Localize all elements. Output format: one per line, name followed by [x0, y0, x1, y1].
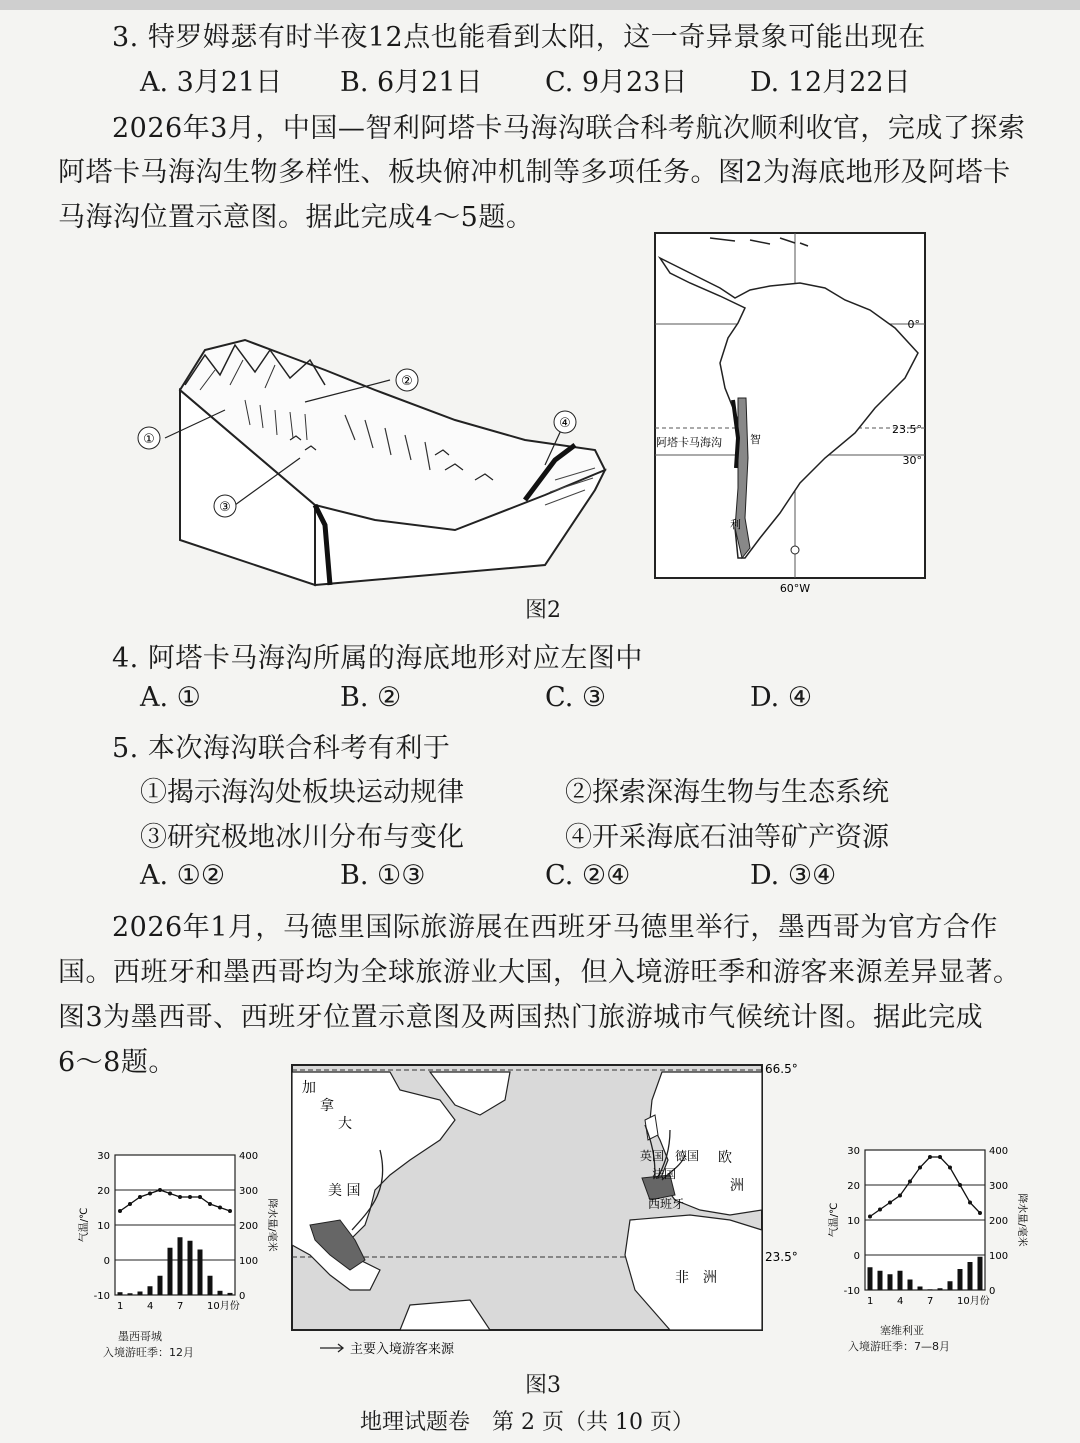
- block-label-3: ③: [219, 500, 231, 515]
- intro68-line4: 6～8题。: [58, 1047, 176, 1078]
- fig3-caption: 图3: [525, 1373, 561, 1398]
- q5-option-a: A. ①②: [140, 860, 226, 891]
- mexico-city-temp-tick: 0: [103, 1256, 110, 1267]
- seville-precip-tick: 300: [989, 1181, 1009, 1192]
- seville-temp-point-12: [978, 1211, 982, 1215]
- seville-name: 塞维利亚: [880, 1324, 924, 1337]
- q4-stem: 4. 阿塔卡马海沟所属的海底地形对应左图中: [112, 643, 643, 674]
- mexico-city-season: 入境游旺季：12月: [103, 1346, 194, 1359]
- seville-precip-bar-4: [898, 1271, 903, 1290]
- mexico-city-month-tick: 1: [117, 1301, 124, 1312]
- seville-temp-axis-label: 气温/℃: [829, 1202, 840, 1238]
- mexico-city-climate-chart: [75, 1140, 275, 1370]
- map-lat-30: 30°: [902, 454, 922, 467]
- seville-month-tick: 4: [897, 1296, 904, 1307]
- mexico-city-temp-point-6: [168, 1192, 172, 1196]
- mexico-city-temp-tick: 20: [97, 1186, 110, 1197]
- block-label-1: ①: [143, 432, 155, 447]
- map3-europe-2: 洲: [730, 1178, 744, 1194]
- mexico-city-temp-point-3: [138, 1195, 142, 1199]
- seville-month-tick: 7: [927, 1296, 934, 1307]
- q3-stem: 3. 特罗姆瑟有时半夜12点也能看到太阳，这一奇异景象可能出现在: [112, 22, 926, 53]
- seville-temp-tick: 0: [853, 1251, 860, 1262]
- q3-option-b: B. 6月21日: [340, 67, 483, 98]
- seville-precip-bar-1: [868, 1267, 873, 1290]
- mexico-city-precip-tick: 200: [239, 1221, 259, 1232]
- mexico-city-precip-tick: 100: [239, 1256, 259, 1267]
- mexico-city-precip-axis-label: 降水量/毫米: [266, 1198, 277, 1252]
- seville-temp-point-4: [898, 1194, 902, 1198]
- seville-precip-bar-3: [888, 1274, 893, 1290]
- seville-precip-bar-8: [938, 1288, 943, 1290]
- mexico-city-precip-bar-7: [178, 1237, 183, 1295]
- q5-stem: 5. 本次海沟联合科考有利于: [112, 733, 451, 764]
- q4-option-a: A. ①: [140, 682, 201, 713]
- mexico-city-name: 墨西哥城: [118, 1330, 162, 1343]
- mexico-city-precip-bar-1: [118, 1292, 123, 1295]
- seville-precip-bar-11: [968, 1262, 973, 1290]
- q3-option-c: C. 9月23日: [545, 67, 688, 98]
- mexico-city-precip-bar-4: [148, 1286, 153, 1295]
- map-chile-char1: 智: [750, 433, 761, 446]
- mexico-city-precip-bar-10: [208, 1276, 213, 1295]
- map3-africa: 非 洲: [675, 1270, 717, 1286]
- seville-temp-point-7: [928, 1155, 932, 1159]
- fig2-caption: 图2: [525, 598, 561, 623]
- q5-item-1: ①揭示海沟处板块运动规律: [140, 777, 464, 808]
- mexico-city-precip-bar-11: [218, 1291, 223, 1295]
- mexico-city-temp-point-2: [128, 1202, 132, 1206]
- block-label-2: ②: [401, 374, 413, 389]
- q4-option-b: B. ②: [340, 682, 402, 713]
- q5-option-d: D. ③④: [750, 860, 837, 891]
- block-label-4: ④: [559, 416, 571, 431]
- seville-precip-bar-5: [908, 1280, 913, 1291]
- mexico-city-precip-bar-12: [228, 1293, 233, 1295]
- mexico-city-precip-bar-3: [138, 1292, 143, 1296]
- mexico-city-temp-axis-label: 气温/℃: [79, 1207, 90, 1243]
- map-lon-60w: 60°W: [779, 582, 811, 595]
- mexico-city-temp-point-12: [228, 1209, 232, 1213]
- seville-temp-point-5: [908, 1180, 912, 1184]
- seville-temp-tick: 30: [847, 1146, 860, 1157]
- mexico-city-temp-point-7: [178, 1195, 182, 1199]
- seville-precip-bar-12: [978, 1257, 983, 1290]
- mexico-city-temp-point-9: [198, 1195, 202, 1199]
- mexico-city-precip-bar-2: [128, 1293, 133, 1295]
- seville-climate-chart: [825, 1135, 1035, 1365]
- south-america-map: [650, 228, 950, 598]
- map-trench-label: 阿塔卡马海沟: [656, 436, 722, 449]
- map3-canada-1: 加: [302, 1080, 316, 1096]
- atlantic-map: [290, 1060, 810, 1370]
- seville-temp-tick: 10: [847, 1216, 860, 1227]
- page-footer: 地理试题卷 第 2 页（共 10 页）: [360, 1410, 694, 1435]
- mexico-city-temp-tick: 10: [97, 1221, 110, 1232]
- q5-option-b: B. ①③: [340, 860, 426, 891]
- map3-canada-3: 大: [338, 1116, 352, 1132]
- intro68-line3: 图3为墨西哥、西班牙位置示意图及两国热门旅游城市气候统计图。据此完成: [58, 1002, 984, 1033]
- seville-precip-axis-label: 降水量/毫米: [1016, 1193, 1027, 1247]
- seville-temp-point-3: [888, 1201, 892, 1205]
- seville-temp-tick: -10: [843, 1286, 860, 1297]
- intro68-line2: 国。西班牙和墨西哥均为全球旅游业大国，但入境游旺季和游客来源差异显著。: [58, 957, 1021, 988]
- seville-temp-point-1: [868, 1215, 872, 1219]
- q5-item-4: ④开采海底石油等矿产资源: [565, 822, 889, 853]
- q4-option-c: C. ③: [545, 682, 607, 713]
- mexico-city-temp-tick: 30: [97, 1151, 110, 1162]
- mexico-city-temp-point-5: [158, 1188, 162, 1192]
- map3-lat-66-5: 66.5°: [765, 1062, 798, 1076]
- q3-option-d: D. 12月22日: [750, 67, 911, 98]
- mexico-city-temp-point-4: [148, 1192, 152, 1196]
- intro45-line2: 阿塔卡马海沟生物多样性、板块俯冲机制等多项任务。图2为海底地形及阿塔卡: [58, 157, 1011, 188]
- seville-temp-point-11: [968, 1201, 972, 1205]
- q5-item-2: ②探索深海生物与生态系统: [565, 777, 889, 808]
- map3-spain: 西班牙: [648, 1197, 685, 1211]
- q5-item-3: ③研究极地冰川分布与变化: [140, 822, 464, 853]
- seville-precip-tick: 200: [989, 1216, 1009, 1227]
- map3-france: 法国: [652, 1167, 677, 1181]
- seville-temp-point-6: [918, 1166, 922, 1170]
- mexico-city-precip-tick: 300: [239, 1186, 259, 1197]
- mexico-city-precip-bar-6: [168, 1248, 173, 1295]
- map3-germany: 德国: [675, 1149, 700, 1163]
- mexico-city-temp-point-8: [188, 1195, 192, 1199]
- mexico-city-month-tick: 4: [147, 1301, 154, 1312]
- seville-precip-bar-6: [918, 1287, 923, 1291]
- map3-usa: 美 国: [328, 1183, 361, 1199]
- seville-month-tick: 10月份: [957, 1296, 990, 1307]
- map3-lat-23-5: 23.5°: [765, 1250, 798, 1264]
- mexico-city-precip-tick: 0: [239, 1291, 246, 1302]
- map-lat-0: 0°: [907, 318, 920, 331]
- mexico-city-temp-point-10: [208, 1202, 212, 1206]
- seville-precip-bar-9: [948, 1281, 953, 1290]
- seville-temp-point-9: [948, 1166, 952, 1170]
- seville-precip-bar-7: [928, 1289, 933, 1290]
- mexico-city-temp-tick: -10: [93, 1291, 110, 1302]
- q4-option-d: D. ④: [750, 682, 813, 713]
- map3-europe-1: 欧: [718, 1150, 732, 1166]
- map3-uk: 英国: [640, 1149, 665, 1163]
- seville-month-tick: 1: [867, 1296, 874, 1307]
- seville-temp-point-10: [958, 1183, 962, 1187]
- intro45-line1: 2026年3月，中国—智利阿塔卡马海沟联合科考航次顺利收官，完成了探索: [112, 113, 1026, 144]
- seville-precip-tick: 0: [989, 1286, 996, 1297]
- map-chile-char2: 利: [730, 518, 741, 531]
- mexico-city-month-tick: 10月份: [207, 1301, 240, 1312]
- mexico-city-month-tick: 7: [177, 1301, 184, 1312]
- map3-legend: 主要入境游客来源: [350, 1342, 455, 1357]
- map3-canada-2: 拿: [320, 1098, 334, 1114]
- intro45-line3: 马海沟位置示意图。据此完成4～5题。: [58, 202, 534, 233]
- mexico-city-temp-point-1: [118, 1209, 122, 1213]
- seville-precip-bar-10: [958, 1269, 963, 1290]
- q5-option-c: C. ②④: [545, 860, 631, 891]
- mexico-city-precip-tick: 400: [239, 1151, 259, 1162]
- seville-precip-tick: 400: [989, 1146, 1009, 1157]
- seville-season: 入境游旺季：7—8月: [848, 1340, 950, 1353]
- q3-option-a: A. 3月21日: [140, 67, 283, 98]
- mexico-city-precip-bar-5: [158, 1276, 163, 1295]
- top-edge-band: [0, 0, 1080, 10]
- seville-temp-point-2: [878, 1208, 882, 1212]
- map-lat-23-5: 23.5°: [892, 423, 922, 436]
- seville-temp-point-8: [938, 1155, 942, 1159]
- seville-precip-bar-2: [878, 1271, 883, 1290]
- intro68-line1: 2026年1月，马德里国际旅游展在西班牙马德里举行，墨西哥为官方合作: [112, 912, 998, 943]
- seafloor-block-diagram: [125, 330, 625, 590]
- seville-temp-tick: 20: [847, 1181, 860, 1192]
- mexico-city-temp-point-11: [218, 1206, 222, 1210]
- seville-precip-tick: 100: [989, 1251, 1009, 1262]
- mexico-city-precip-bar-9: [198, 1250, 203, 1296]
- mexico-city-precip-bar-8: [188, 1241, 193, 1295]
